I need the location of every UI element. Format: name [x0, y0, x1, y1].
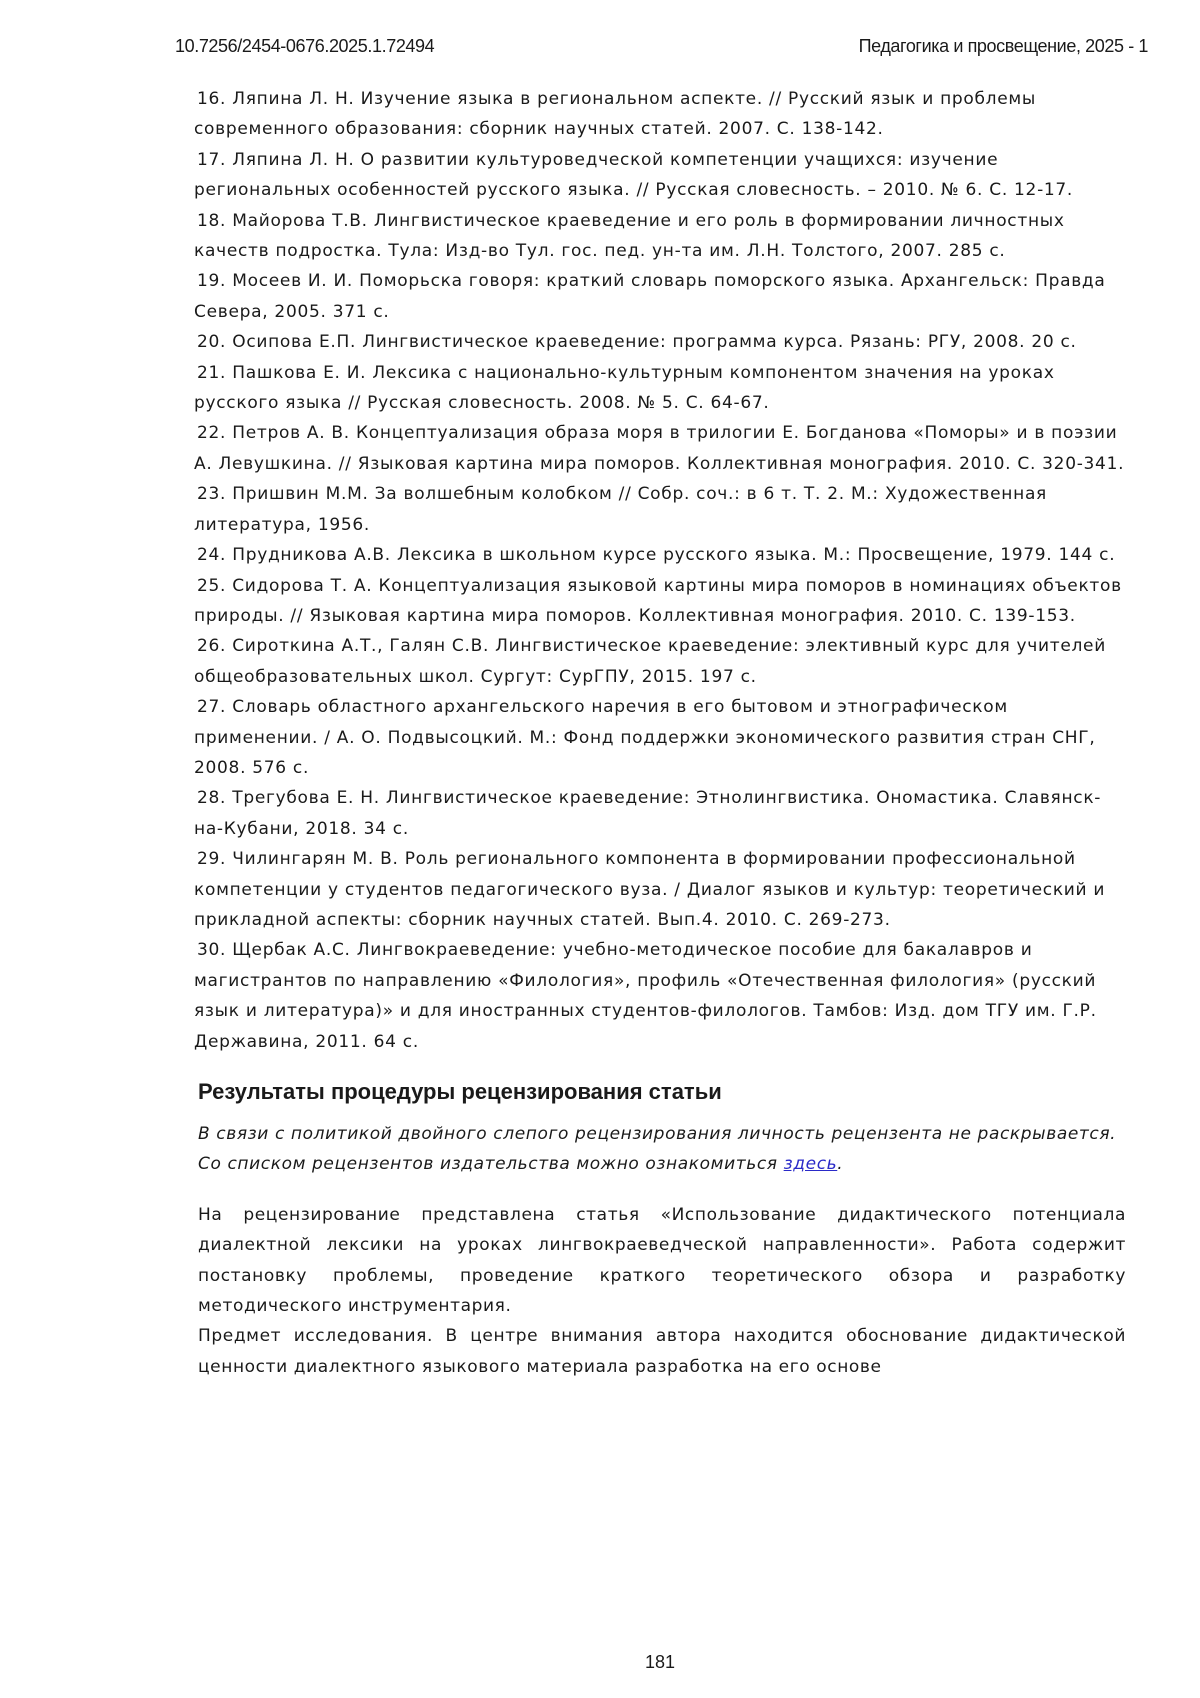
reference-item: 26. Сироткина А.Т., Галян С.В. Лингвистическое краеведение: элективный курс для учителей общеобразовательных школ. Сургут: СурГПУ, 2015. 197 с.	[194, 631, 1126, 692]
reference-item: 27. Словарь областного архангельского наречия в его бытовом и этнографическом применении. / А. О. Подвысоцкий. М.: Фонд поддержки экономического развития стран СНГ, 2008. 576 с.	[194, 692, 1126, 783]
reference-item: 22. Петров А. В. Концептуализация образа моря в трилогии Е. Богданова «Поморы» и в поэзии А. Левушкина. // Языковая картина мира поморов. Коллективная монография. 2010. С. 320-341.	[194, 418, 1126, 479]
reference-item: 21. Пашкова Е. И. Лексика с национально-культурным компонентом значения на уроках русского языка // Русская словесность. 2008. № 5. С. 64-67.	[194, 358, 1126, 419]
page-header	[175, 36, 1148, 60]
doi-label: 10.7256/2454-0676.2025.1.72494	[175, 36, 434, 57]
reference-item: 28. Трегубова Е. Н. Лингвистическое краеведение: Этнолингвистика. Ономастика. Славянск-на-Кубани, 2018. 34 с.	[194, 783, 1126, 844]
review-paragraph: Предмет исследования. В центре внимания автора находится обоснование дидактической ценности диалектного языкового материала разработка на его основе	[198, 1321, 1126, 1382]
reference-item: 19. Мосеев И. И. Поморьска говоря: краткий словарь поморского языка. Архангельск: Правда Севера, 2005. 371 с.	[194, 266, 1126, 327]
reference-item: 20. Осипова Е.П. Лингвистическое краеведение: программа курса. Рязань: РГУ, 2008. 20 с.	[194, 327, 1126, 357]
reference-item: 17. Ляпина Л. Н. О развитии культуроведческой компетенции учащихся: изучение региональных особенностей русского языка. // Русская словесность. – 2010. № 6. С. 12-17.	[194, 145, 1126, 206]
review-body	[194, 1200, 1126, 1382]
reference-item: 23. Пришвин М.М. За волшебным колобком // Собр. соч.: в 6 т. Т. 2. М.: Художественная литература, 1956.	[194, 479, 1126, 540]
reference-item: 29. Чилингарян М. В. Роль регионального компонента в формировании профессиональной компетенции у студентов педагогического вуза. / Диалог языков и культур: теоретический и прикладной аспекты: сборник научных статей. Вып.4. 2010. С. 269-273.	[194, 844, 1126, 935]
journal-issue-label: Педагогика и просвещение, 2025 - 1	[859, 36, 1148, 57]
reference-item: 30. Щербак А.С. Лингвокраеведение: учебно-методическое пособие для бакалавров и магистрантов по направлению «Филология», профиль «Отечественная филология» (русский язык и литература)» и для иностранных студентов-филологов. Тамбов: Изд. дом ТГУ им. Г.Р. Державина, 2011. 64 с.	[194, 935, 1126, 1057]
reference-item: 25. Сидорова Т. А. Концептуализация языковой картины мира поморов в номинациях объектов природы. // Языковая картина мира поморов. Коллективная монография. 2010. С. 139-153.	[194, 571, 1126, 632]
reviewers-list-note: Со списком рецензентов издательства можно ознакомиться здесь.	[198, 1149, 1126, 1179]
reference-item: 16. Ляпина Л. Н. Изучение языка в региональном аспекте. // Русский язык и проблемы современного образования: сборник научных статей. 2007. С. 138-142.	[194, 84, 1126, 145]
blind-review-notice	[194, 1119, 1126, 1180]
review-section-title: Результаты процедуры рецензирования статьи	[194, 1077, 1126, 1107]
reference-item: 24. Прудникова А.В. Лексика в школьном курсе русского языка. М.: Просвещение, 1979. 144 с.	[194, 540, 1126, 570]
reference-list	[194, 84, 1126, 1057]
anonymity-note: В связи с политикой двойного слепого рецензирования личность рецензента не раскрывается.	[198, 1119, 1126, 1149]
reference-item: 18. Майорова Т.В. Лингвистическое краеведение и его роль в формировании личностных качеств подростка. Тула: Изд-во Тул. гос. пед. ун-та им. Л.Н. Толстого, 2007. 285 с.	[194, 206, 1126, 267]
page-content	[194, 84, 1126, 1382]
page-number: 181	[0, 1652, 1200, 1673]
review-paragraph: На рецензирование представлена статья «Использование дидактического потенциала диалектной лексики на уроках лингвокраеведческой направленности». Работа содержит постановку проблемы, проведение краткого теоретического обзора и разработку методического инструментария.	[198, 1200, 1126, 1322]
reviewers-list-link[interactable]: здесь	[784, 1154, 838, 1174]
